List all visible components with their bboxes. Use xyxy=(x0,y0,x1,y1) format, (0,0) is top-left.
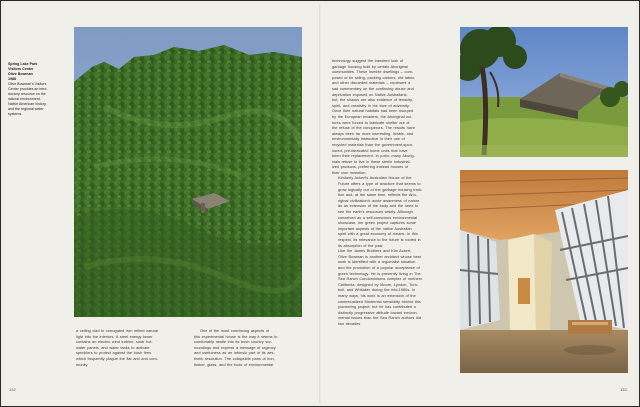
visitors-center-interior-photo xyxy=(460,170,628,373)
right-page-column xyxy=(332,58,444,327)
text-line: which frequently plague the flat arid and com- xyxy=(76,355,159,361)
interior-column xyxy=(508,234,552,332)
text-line: tures were forced to fabricate shelter out of xyxy=(332,119,410,125)
text-line: by the European invaders, the Aboriginal cul- xyxy=(332,113,413,119)
page-number-left: 132 xyxy=(9,387,16,392)
text-line: water panels, and water tanks to activate xyxy=(76,344,150,350)
text-line: a ceiling clad in corrugated iron reflect natural xyxy=(76,328,159,333)
text-line: bull, and Whitaker during the mid-1960s. In xyxy=(338,287,416,293)
text-line: comfortably nestle into its bush country sur- xyxy=(194,339,273,345)
text-line: posed of tin siding, packing cartons, old fabric, xyxy=(332,74,416,80)
caption-body-line: ductory resource on the xyxy=(8,92,46,96)
text-line: thetic resolution. The collapsible pans of iron, xyxy=(194,355,275,361)
text-line: many ways, his work is an extension of the xyxy=(338,292,416,298)
text-line: and other discarded materials – represent a xyxy=(332,80,411,86)
text-line: One of the most convincing aspects of xyxy=(200,328,269,333)
text-line: and usefulness as an intrinsic part of its aes- xyxy=(194,350,275,356)
text-line: this experimental house is the way it seems to xyxy=(194,333,278,339)
paragraph xyxy=(332,248,444,326)
text-line: two decades xyxy=(338,320,361,326)
text-line: grow logically out of the garbage housing tradi- xyxy=(338,186,423,192)
text-line: contains an electric wind turbine, solar hot- xyxy=(76,339,153,345)
text-line: environmentally instructive in their use of xyxy=(332,136,405,142)
text-line: Future offers a type of structure that seems to xyxy=(338,181,421,187)
text-line: California, designed by Moore, Lyndon, Turn- xyxy=(338,281,419,287)
text-line: roundings and express a message of urgency xyxy=(194,344,276,350)
text-line: its absorption of the past. xyxy=(338,242,384,248)
text-line: inals refuse to live in these sterile industrial- xyxy=(332,158,411,164)
caption-body-line: systems. xyxy=(8,112,23,116)
text-line: respect, its relevance to the future is rooted in xyxy=(338,237,421,242)
page-gutter xyxy=(319,4,321,403)
left-page-column-a xyxy=(76,328,184,367)
text-line: spirit with a great economy of means. In this xyxy=(338,231,418,237)
text-line: their own invention. xyxy=(332,169,367,175)
text-line: munity. xyxy=(76,361,89,367)
caption-title-line: Visitors Center xyxy=(8,67,34,71)
visitors-center-exterior-photo xyxy=(460,27,628,157)
text-line: Once their natural habitats had been usurped xyxy=(332,108,414,114)
text-line: technology suggest the transient look of xyxy=(332,58,404,63)
text-line: tion and, at the same time, reflects the Abo- xyxy=(338,192,418,198)
caption-body-line: and the regional water xyxy=(8,107,44,111)
caption-body-line: natural environment, xyxy=(8,97,41,101)
text-line: but, the shacks are also evidence of tenacity, xyxy=(332,97,413,103)
book-spread xyxy=(4,4,636,403)
caption-title-line: 1988 xyxy=(8,77,16,81)
text-line: see the earth's resources wisely. Although xyxy=(338,209,413,215)
text-line: as an extension of the body and the need to xyxy=(338,203,419,209)
text-line: sored, pre-fabricated home units that have xyxy=(332,147,408,153)
text-line: sprinklers to protect against the bush fires xyxy=(76,350,152,356)
text-line: Kimberly Ackert's Australian House of the xyxy=(338,175,412,181)
paragraph xyxy=(332,175,444,248)
text-line: spirit, and creativity in the face of adversity. xyxy=(332,102,410,108)
text-line: been their replacement. In point, many Aborig- xyxy=(332,153,415,159)
caption-body-line: Native American history, xyxy=(8,102,47,106)
text-line: light into the interiors. A steel energy tower xyxy=(76,333,153,339)
caption-title-line: Spring Lake Park xyxy=(8,62,38,66)
text-line: green technology. He is presently living in The xyxy=(338,270,421,276)
caption-body-line: Center provides an intro- xyxy=(8,87,48,91)
caption-body-line: Olive Bowman's Visitors xyxy=(8,82,47,86)
photo-caption xyxy=(8,62,70,117)
text-line: garbage housing built by certain Aboriginal xyxy=(332,63,408,69)
text-line: deprivation imposed on Native Australians; xyxy=(332,91,408,97)
text-line: communities. These humble dwellings – com- xyxy=(332,69,414,75)
text-line: and the promotion of a popular acceptance of xyxy=(338,264,420,270)
text-line: work is identified with a regionalist situation xyxy=(338,259,416,265)
text-line: Like the James Brothers and Kim Ackert, xyxy=(338,248,412,254)
text-line: timber, glass, and the tools of environmental xyxy=(194,361,274,367)
text-line: always been far more interesting, livable, and xyxy=(332,130,414,136)
text-line: conceived as a self-conscious environmental xyxy=(338,214,418,220)
text-line: important aspects of the native Australian xyxy=(338,225,412,231)
text-line: pioneering project; but he has contributed a xyxy=(338,304,416,310)
text-line: distinctly progressive attitude toward environ- xyxy=(338,309,418,315)
text-line: contextualized Modernist sensibility behind this xyxy=(338,298,421,304)
paragraph xyxy=(332,58,444,175)
text-line: the refuse of the conquerors. The results have xyxy=(332,125,416,131)
left-page-column-b xyxy=(194,328,302,367)
forest-aerial-photo xyxy=(74,27,302,317)
page-number-right: 133 xyxy=(620,387,627,392)
caption-title-line: Olive Bowman xyxy=(8,72,33,76)
text-line: sad commentary on the continuing abuse and xyxy=(332,85,414,91)
text-line: ized products, preferring instead houses of xyxy=(332,164,409,170)
text-line: recycled materials than the government-spon- xyxy=(332,141,414,147)
text-line: Sea Ranch Condominiums complex of northern xyxy=(338,276,423,282)
text-line: mental issues than the Sea Ranch authors did xyxy=(338,315,422,321)
text-line: showcase, her green project captures some xyxy=(338,220,416,226)
text-line: riginal civilization's acute awareness of nature xyxy=(338,197,420,203)
text-line: Olive Bowman is another architect whose best xyxy=(338,253,421,259)
